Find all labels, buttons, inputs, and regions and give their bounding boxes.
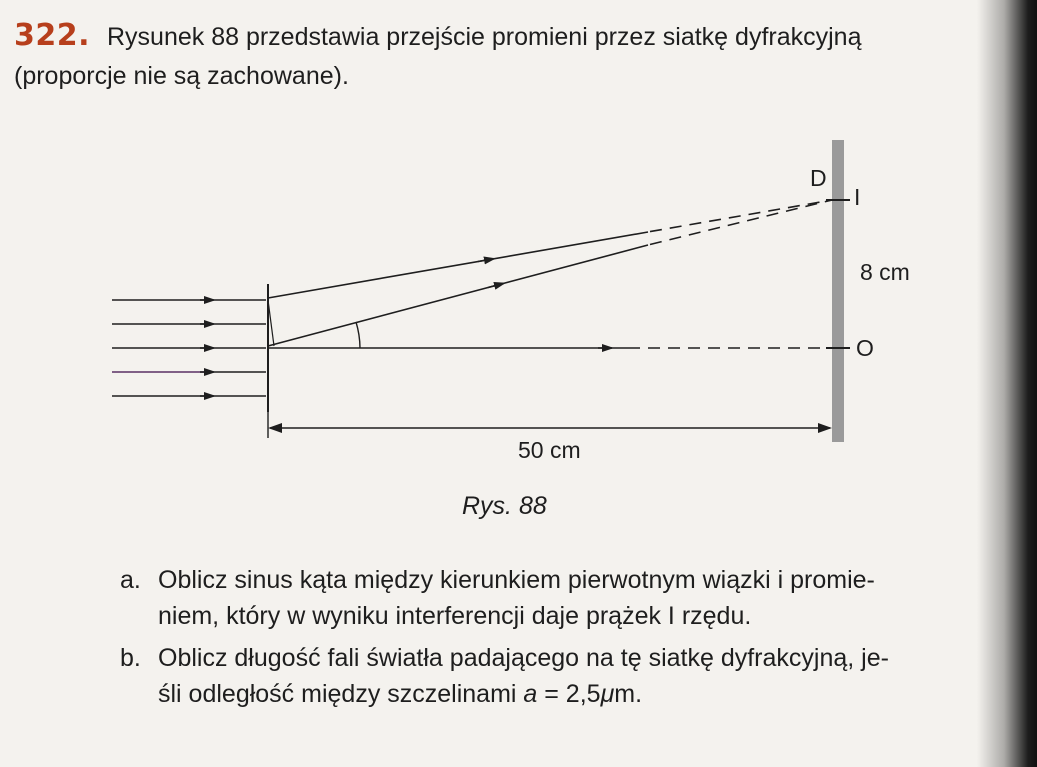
variable-a: a bbox=[523, 680, 538, 708]
label-distance-vertical: 8 cm bbox=[860, 259, 910, 285]
figure-caption: Rys. 88 bbox=[462, 492, 547, 520]
lower-ray-arrow bbox=[488, 283, 504, 287]
lower-diffracted-ray bbox=[268, 245, 648, 346]
question-b-equation: = 2,5 bbox=[537, 680, 601, 708]
distance-arrowhead-left bbox=[268, 423, 282, 433]
label-D: D bbox=[810, 165, 827, 191]
question-b bbox=[120, 640, 889, 712]
page-edge-shadow bbox=[977, 0, 1037, 767]
problem-text-line1: Rysunek 88 przedstawia przejście promieni przez siatkę dyfrakcyjną bbox=[106, 23, 862, 51]
screen bbox=[832, 140, 844, 442]
problem-text-line2: (proporcje nie są zachowane). bbox=[14, 62, 349, 90]
lower-ray-dashed bbox=[650, 200, 832, 245]
problem-number: 322. bbox=[14, 18, 91, 53]
label-O: O bbox=[856, 335, 874, 361]
question-a-line2: niem, który w wyniku interferencji daje prążek I rzędu. bbox=[158, 602, 752, 630]
distance-arrowhead-right bbox=[818, 423, 832, 433]
label-distance-horizontal: 50 cm bbox=[518, 437, 581, 463]
upper-diffracted-ray bbox=[268, 232, 648, 298]
question-a-line1: Oblicz sinus kąta między kierunkiem pierwotnym wiązki i promie- bbox=[158, 566, 875, 594]
question-letter: b. bbox=[120, 644, 141, 672]
upper-ray-arrow bbox=[478, 259, 494, 262]
question-letter: a. bbox=[120, 566, 141, 594]
label-I: I bbox=[854, 184, 861, 210]
question-b-line2 bbox=[120, 676, 889, 712]
unit-rest: m. bbox=[614, 680, 643, 708]
incoming-rays bbox=[112, 300, 266, 396]
angle-arc bbox=[356, 322, 360, 348]
question-a bbox=[120, 562, 875, 634]
question-b-line1: Oblicz długość fali światła padającego na tę siatkę dyfrakcyjną, je- bbox=[158, 644, 889, 672]
upper-ray-dashed bbox=[650, 200, 832, 232]
unit-mu: μ bbox=[600, 680, 615, 708]
question-b-line2-prefix: śli odległość między szczelinami bbox=[158, 680, 524, 708]
